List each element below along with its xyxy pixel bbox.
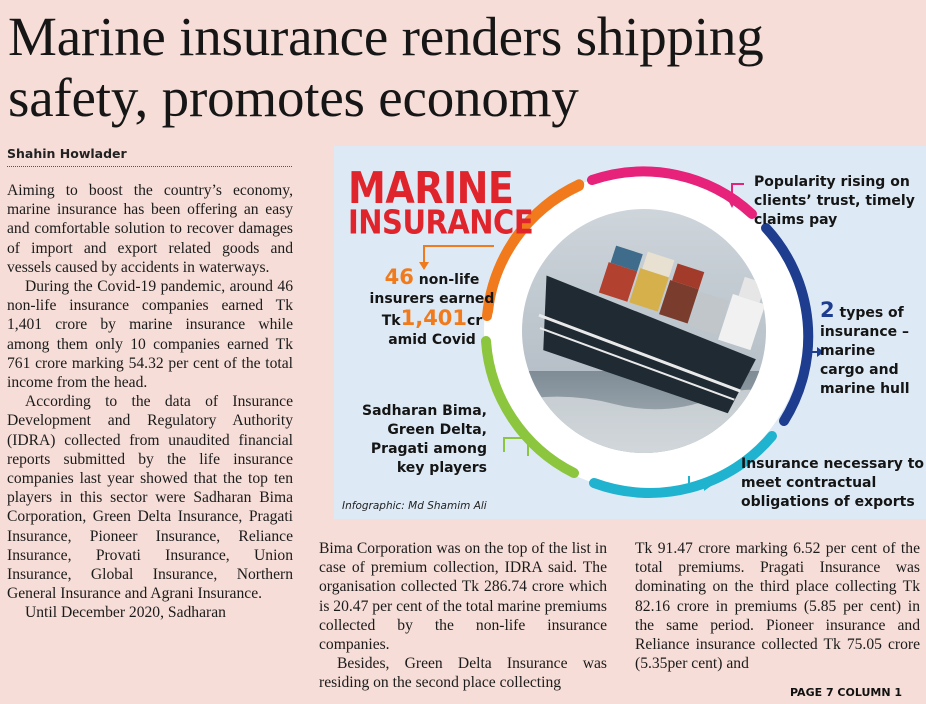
fact-text: cr bbox=[467, 313, 483, 329]
fact-contractual-obligations bbox=[741, 455, 924, 512]
infographic bbox=[334, 146, 926, 519]
infographic-title-line-2: INSURANCE bbox=[348, 202, 534, 242]
fact-number: 1,401 bbox=[400, 306, 468, 330]
fact-text: types of bbox=[834, 305, 904, 321]
fact-text: Tk bbox=[381, 313, 401, 329]
continuation-jump: PAGE 7 COLUMN 1 bbox=[790, 686, 903, 699]
fact-types-of-insurance bbox=[820, 298, 910, 399]
fact-text: Green Delta, bbox=[387, 422, 487, 438]
fact-insurers-earned bbox=[352, 265, 512, 350]
paragraph: Aiming to boost the country’s economy, marine insurance has been offering an easy and comfortable solution to recover damages of import and export related goods and vessels caused by accidents in waterways. bbox=[7, 182, 293, 276]
fact-key-players bbox=[352, 402, 487, 478]
paragraph: Until December 2020, Sadharan bbox=[25, 604, 226, 622]
byline-divider bbox=[7, 166, 292, 167]
fact-text: amid Covid bbox=[388, 332, 476, 348]
fact-text: Popularity rising on bbox=[754, 174, 910, 190]
fact-text: clients’ trust, timely bbox=[754, 193, 915, 209]
fact-text: insurance – bbox=[820, 324, 910, 340]
headline bbox=[8, 6, 920, 128]
fact-text: non-life bbox=[413, 272, 480, 288]
fact-text: Insurance necessary to bbox=[741, 456, 925, 472]
fact-popularity bbox=[754, 173, 915, 230]
fact-text: obligations of exports bbox=[741, 494, 915, 510]
fact-text: meet contractual bbox=[741, 475, 877, 491]
infographic-credit: Infographic: Md Shamim Ali bbox=[342, 500, 487, 512]
paragraph: According to the data of Insurance Development and Regulatory Authority (IDRA) collected from unaudited financial reports submitted by the life insurance companies last year showed that the top ten players in this sector were Sadharan Bima Corporation, Green Delta Insurance, Pragati Insurance, Pioneer Insurance, Reliance Insurance, Provati Insurance, Union Insurance, Global Insurance, Northern General Insurance and Agrani Insurance. bbox=[7, 393, 293, 603]
fact-number: 2 bbox=[820, 298, 835, 322]
fact-text: key players bbox=[396, 460, 487, 476]
paragraph: During the Covid-19 pandemic, around 46 non-life insurance companies earned Tk 1,401 crore by marine insurance while among them only 10 companies earned Tk 761 crore marking 54.32 per cent of the total income from the head. bbox=[7, 278, 293, 392]
headline-line-2: safety, promotes economy bbox=[8, 67, 579, 128]
article-column-2 bbox=[319, 539, 607, 693]
paragraph: Besides, Green Delta Insurance was residing on the second place collecting bbox=[319, 655, 607, 692]
paragraph: Bima Corporation was on the top of the list in case of premium collection, IDRA said. The organisation collected Tk 286.74 crore which is 20.47 per cent of the total marine premiums collected by the non-life insurance companies. bbox=[319, 540, 607, 654]
fact-text: Pragati among bbox=[370, 441, 487, 457]
article-column-1 bbox=[7, 181, 293, 623]
fact-text: Sadharan Bima, bbox=[362, 403, 487, 419]
byline: Shahin Howlader bbox=[7, 146, 127, 161]
infographic-title-line-1: MARINE bbox=[348, 162, 514, 214]
fact-text: marine bbox=[820, 343, 876, 359]
fact-number: 46 bbox=[384, 265, 414, 289]
article-column-3 bbox=[635, 539, 920, 673]
fact-text: insurers earned bbox=[369, 291, 495, 307]
paragraph: Tk 91.47 crore marking 6.52 per cent of the total premiums. Pragati Insurance was dominating on the third place collecting Tk 82.16 crore in premiums (5.85 per cent) in the same period. Pioneer insurance and Reliance insurance collected Tk 75.05 crore (5.35per cent) and bbox=[635, 540, 920, 673]
fact-text: claims pay bbox=[754, 212, 838, 228]
fact-text: marine hull bbox=[820, 381, 910, 397]
fact-text: cargo and bbox=[820, 362, 899, 378]
headline-line-1: Marine insurance renders shipping bbox=[8, 6, 764, 67]
connector-orange bbox=[424, 246, 494, 264]
